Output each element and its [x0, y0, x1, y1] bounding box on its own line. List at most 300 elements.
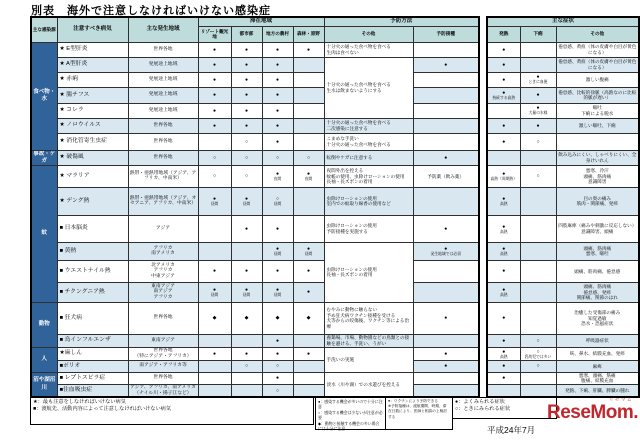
table-gap: [479, 72, 487, 87]
stay-cell: [293, 347, 324, 360]
header-stay-city: 都市部: [231, 26, 262, 42]
empty-cell: [487, 384, 520, 397]
marker-dot: ●: [306, 171, 311, 178]
symptom-cell: 四肢麻痺（痛みや刺激に反応しない） 意識障害、頭痛: [556, 215, 639, 242]
marker-note: 昼間: [304, 252, 313, 257]
region-cell: 熱帯・亜熱帯地域（アジア、アフリカ、中南米）: [128, 165, 198, 187]
table-gap: [479, 360, 487, 372]
region-cell: アフリカ 南アメリカ: [128, 242, 198, 260]
stay-cell: [231, 260, 262, 282]
symptom-cell: [520, 103, 556, 118]
marker-dot: ●: [306, 350, 311, 357]
empty-cell: [487, 150, 520, 165]
symptom-cell: [487, 360, 520, 372]
stay-cell: [198, 302, 231, 334]
disease-name: ■ チクングニア熱: [57, 282, 128, 302]
table-row: [31, 347, 639, 360]
stay-cell: [262, 282, 293, 302]
section-label: 事故・ケガ: [31, 150, 57, 165]
symptom-cell: [487, 242, 520, 260]
stay-cell: [262, 372, 293, 384]
stay-cell: [231, 118, 262, 133]
table-row: [31, 242, 639, 260]
stay-cell: [262, 384, 293, 397]
symptom-cell: 目の奥の痛み 筋肉・関節痛、発疹: [556, 187, 639, 215]
prevention-cell: 夜間外出を控える 蚊帳の使用、虫除けローションの使用 長袖・長ズボンの着用: [324, 165, 413, 187]
marker-dot: ●: [244, 350, 249, 357]
prevention-cell: 淡水（川や湖）での水遊びを控える: [324, 372, 413, 397]
table-gap: [479, 302, 487, 334]
legend-line: ○：感染する機会は少ないが注意が必要: [318, 409, 383, 421]
marker-dot: ●: [244, 196, 249, 203]
empty-cell: [198, 133, 231, 150]
stay-cell: [293, 260, 324, 282]
page-title: 別表 海外で注意しなければいけない感染症: [31, 5, 271, 17]
marker-note: 昼間: [242, 202, 251, 207]
disease-name: ★ A型肝炎: [57, 57, 128, 72]
stay-cell: [262, 347, 293, 360]
region-cell: 北アメリカ アフリカ 中東アジア: [128, 260, 198, 282]
section-label: 食べ物・水: [31, 42, 57, 150]
disease-name: ■ 日本脳炎: [57, 215, 128, 242]
empty-cell: [293, 360, 324, 372]
empty-cell: [293, 57, 324, 72]
disease-name: ★ 消化管寄生虫症: [57, 133, 128, 150]
empty-cell: [198, 242, 231, 260]
symptom-cell: 嘔吐 下痢による脱水: [556, 103, 639, 118]
marker-dot: ●: [244, 46, 249, 53]
marker-note: 昼間: [210, 202, 219, 207]
table-body: [31, 42, 639, 397]
vaccination-cell: [413, 150, 479, 165]
prevention-cell: 虫除けローションの使用 室内での蚊取り線香の使用など: [324, 187, 413, 215]
marker-dot: ●: [502, 122, 506, 129]
marker-dot: ●: [502, 46, 506, 53]
empty-cell: [520, 260, 556, 282]
stay-cell: [262, 302, 293, 334]
empty-cell: [198, 334, 231, 347]
legend-vaccine-note: [385, 397, 453, 430]
marker-dot: ●: [244, 92, 249, 98]
marker-dot: ●: [502, 76, 506, 83]
table-row: [31, 334, 639, 347]
empty-cell: [520, 302, 556, 334]
marker-dot: ●: [275, 268, 280, 275]
stay-cell: [231, 165, 262, 187]
header-symptom-diarrhea: 下痢: [520, 26, 556, 42]
stay-cell: [262, 165, 293, 187]
marker-note: 高熱: [499, 252, 508, 257]
marker-dot: ●: [502, 246, 506, 253]
marker-dot: ●: [536, 74, 540, 81]
prevention-cell: 十分火の通った食べ物を食べる 二次感染に注意する: [324, 118, 413, 133]
marker-note: ときに血便: [528, 80, 548, 85]
symptom-cell: [520, 334, 556, 347]
empty-cell: [413, 282, 479, 302]
marker-dot: ●: [275, 138, 280, 145]
marker-dot: ●: [275, 350, 280, 357]
table-row: [31, 215, 639, 242]
marker-note: 昼間: [273, 252, 282, 257]
marker-dot: ●: [444, 363, 448, 370]
marker-note: 夜間: [304, 177, 313, 182]
header-stay-group: 滞在地域: [198, 17, 324, 26]
symptom-cell: 倦怠感、比較的徐脈（高熱なのに比較的脈が遅い）: [556, 87, 639, 103]
empty-cell: [520, 372, 556, 384]
stay-cell: [262, 118, 293, 133]
disease-name: ■ポリオ: [57, 360, 128, 372]
empty-cell: [231, 384, 262, 397]
disease-name: ■ 黄熱: [57, 242, 128, 260]
legend-line: ★：最も注意をしなければいけない病気: [33, 399, 126, 405]
symptom-cell: 飲み込みにくい、しゃべりにくい、全身けいれん: [556, 150, 639, 165]
region-cell: アジア、アフリカ、南アメリカ（ナイル川・揚子江など）: [128, 384, 198, 397]
marker-note: 乳幼児では多い: [524, 354, 552, 359]
symptom-cell: [487, 165, 520, 187]
empty-cell: [413, 187, 479, 215]
table-row: [31, 302, 639, 334]
marker-dot: ●: [536, 122, 540, 129]
empty-cell: [520, 150, 556, 165]
stay-cell: [293, 282, 324, 302]
table-gap: [479, 17, 487, 42]
legend-line: ◆：動物と接触する機会の多い場合には十分に注意: [318, 420, 380, 432]
marker-dot: ●: [275, 46, 280, 53]
legend-symptom-marks: [452, 397, 557, 419]
stay-cell: [231, 187, 262, 215]
marker-dot: ●: [212, 268, 217, 275]
symptom-cell: [487, 282, 520, 302]
header-stay-rural: 地方の農村: [262, 26, 293, 42]
header-stay-forest: 森林・原野: [293, 26, 324, 42]
resemom-logo: [546, 398, 638, 423]
stay-cell: [231, 133, 262, 150]
region-cell: 世界各地: [128, 372, 198, 384]
table-gap: [479, 334, 487, 347]
table-gap: [479, 42, 487, 57]
stay-cell: [198, 87, 231, 103]
disease-name: ★ マラリア: [57, 165, 128, 187]
header-vaccination: 予防接種: [413, 26, 479, 42]
marker-dot: ●: [444, 61, 448, 68]
symptom-cell: [487, 72, 520, 87]
stay-cell: [231, 302, 262, 334]
symptom-cell: 悪寒、頭痛、筋痛 腹痛、結膜充血: [556, 372, 639, 384]
empty-cell: [413, 103, 479, 118]
symptom-cell: [487, 57, 520, 72]
empty-cell: [293, 187, 324, 215]
symptom-cell: [487, 118, 520, 133]
marker-dot: ○: [275, 387, 280, 394]
stay-cell: [293, 302, 324, 334]
region-cell: 世界各地: [128, 118, 198, 133]
table-row: [31, 42, 639, 57]
region-cell: 世界各地: [128, 42, 198, 57]
empty-cell: [413, 42, 479, 57]
symptom-cell: [487, 87, 520, 103]
symptom-cell: 呼吸器症状: [556, 334, 639, 347]
region-cell: 発展途上地域: [128, 72, 198, 87]
stay-cell: [262, 150, 293, 165]
marker-dot: ●: [502, 287, 506, 294]
stay-cell: [231, 360, 262, 372]
marker-dot: ◆: [275, 315, 280, 322]
empty-cell: [413, 87, 479, 103]
prevention-cell: 虫除けローションの使用 予防接種を実施する: [324, 215, 413, 242]
marker-dot: ●: [444, 350, 448, 357]
header-group-row: [31, 17, 639, 26]
prevention-cell: 転倒やケガに注意する: [324, 150, 413, 165]
table-gap: [479, 384, 487, 397]
logo-text: ReseMom.: [546, 401, 638, 423]
disease-name: ■ 鳥インフルエンザ: [57, 334, 128, 347]
table-gap: [479, 347, 487, 360]
stay-cell: [231, 72, 262, 87]
empty-cell: [293, 372, 324, 384]
marker-dot: ●: [244, 76, 249, 83]
legend-disease-marks: [30, 397, 314, 425]
empty-cell: [293, 133, 324, 150]
vaccination-cell: [413, 347, 479, 360]
marker-dot: ●: [275, 225, 280, 232]
region-cell: 東南アジア: [128, 334, 198, 347]
marker-dot: ●: [306, 246, 311, 253]
marker-dot: ●: [444, 246, 448, 253]
marker-dot: ●: [244, 268, 249, 275]
marker-dot: ◆: [244, 315, 249, 322]
disease-name: ★ 赤痢: [57, 72, 128, 87]
header-prevention-group: 予防方法: [324, 17, 479, 26]
disease-name: ★麻しん: [57, 347, 128, 360]
marker-note: 高熱: [499, 354, 508, 359]
symptom-cell: 倦怠感、黄疸（体の皮膚や白目が黄色になる）: [556, 57, 639, 72]
marker-dot: ●: [244, 225, 249, 232]
marker-dot: ●: [502, 171, 506, 178]
stay-cell: [262, 133, 293, 150]
empty-cell: [413, 260, 479, 282]
symptom-cell: 頭痛、筋肉痛 悪寒、嘔吐: [556, 242, 639, 260]
marker-note: 昼間: [210, 293, 219, 298]
disease-name: ■ ウエストナイル熱: [57, 260, 128, 282]
empty-cell: [413, 384, 479, 397]
marker-dot: ●: [502, 315, 506, 322]
stay-cell: [262, 215, 293, 242]
disease-name: ★ E型肝炎: [57, 42, 128, 57]
marker-dot: ◆: [306, 315, 311, 322]
stay-cell: [231, 150, 262, 165]
stay-cell: [198, 57, 231, 72]
marker-note: 高熱（周期熱）: [490, 177, 518, 182]
stay-cell: [262, 72, 293, 87]
marker-dot: ●: [275, 375, 280, 382]
table-gap: [479, 103, 487, 118]
table-row: [31, 187, 639, 215]
marker-note: 昼間: [242, 293, 251, 298]
section-label: 蚊: [31, 165, 57, 302]
region-cell: 世界各地: [128, 133, 198, 150]
marker-dot: ●: [502, 89, 506, 96]
stay-cell: [231, 42, 262, 57]
region-cell: アジア: [128, 215, 198, 242]
table-gap: [479, 282, 487, 302]
table-gap: [479, 260, 487, 282]
symptom-cell: [520, 72, 556, 87]
region-cell: 発展途上地域: [128, 87, 198, 103]
stay-cell: [262, 187, 293, 215]
region-cell: 世界各地: [128, 302, 198, 334]
symptom-cell: [487, 334, 520, 347]
marker-dot: ●: [212, 196, 217, 203]
table-gap: [479, 242, 487, 260]
stay-cell: [198, 103, 231, 118]
header-symptom-group: 主な症状: [487, 17, 639, 26]
table-row: [31, 165, 639, 187]
marker-dot: ○: [536, 337, 540, 344]
marker-dot: ○: [536, 173, 540, 180]
stay-cell: [231, 347, 262, 360]
marker-dot: ●: [275, 287, 280, 294]
marker-note: 昼間: [273, 202, 282, 207]
symptom-cell: 治癒した受傷部の痛み 知覚過敏 恐水・恐風症状: [556, 302, 639, 334]
stay-cell: [262, 260, 293, 282]
legend-line: ●：よくみられる症状: [455, 399, 505, 405]
marker-dot: ●: [306, 289, 311, 296]
marker-dot: ●: [444, 154, 448, 161]
marker-dot: ●: [502, 337, 506, 344]
prevention-cell: むやみに動物に触らない 予め狂犬病ワクチン接種を受ける 犬等からの咬傷後、ワクチン等による治療: [324, 302, 413, 334]
empty-cell: [293, 215, 324, 242]
marker-dot: ○: [244, 363, 249, 370]
stay-cell: [198, 187, 231, 215]
marker-dot: ●: [244, 107, 249, 114]
empty-cell: [520, 242, 556, 260]
symptom-cell: [520, 87, 556, 103]
marker-note: 大量の水様: [528, 111, 548, 116]
disease-name: ■ 狂犬病: [57, 302, 128, 334]
table-gap: [479, 215, 487, 242]
stay-cell: [262, 57, 293, 72]
empty-cell: [520, 57, 556, 72]
symptom-cell: 悪寒、冷汗 頭痛、筋肉痛 意識障害: [556, 165, 639, 187]
empty-cell: [231, 372, 262, 384]
marker-note: 夜間: [273, 177, 282, 182]
legend-line: ●：感染する機会が多いので十分に注意: [318, 399, 383, 410]
symptom-cell: 頭痛、筋肉痛 倦怠感、発疹 関節痛、関節のはれ: [556, 282, 639, 302]
symptom-cell: [487, 215, 520, 242]
legend-line: ■：渡航先、活動内容によって注意しなければいけない病気: [33, 406, 172, 413]
marker-dot: ●: [212, 76, 217, 83]
stay-cell: [231, 103, 262, 118]
table-gap: [479, 150, 487, 165]
marker-dot: ●: [212, 350, 217, 357]
table-gap: [479, 165, 487, 187]
prevention-cell: 虫除けローションの使用 長袖・長ズボンの着用: [324, 242, 413, 302]
header-source: 主な感染源: [31, 17, 57, 42]
empty-cell: [198, 372, 231, 384]
marker-dot: ○: [244, 138, 249, 145]
marker-dot: ●: [275, 92, 280, 98]
stay-cell: [262, 360, 293, 372]
symptom-cell: [487, 133, 520, 150]
stay-cell: [198, 42, 231, 57]
legend-line: ●：ワクチンにより予防できる: [388, 399, 438, 403]
marker-dot: ○: [275, 154, 280, 161]
empty-cell: [198, 384, 231, 397]
empty-cell: [556, 133, 639, 150]
symptom-cell: 麻痺: [556, 360, 639, 372]
empty-cell: [487, 103, 520, 118]
symptom-cell: [487, 42, 520, 57]
marker-dot: ○: [306, 154, 311, 161]
prevention-cell: 養鶏場、市場、動物園などの鳥類との接触を避ける、手洗い、うがい: [324, 334, 413, 347]
marker-dot: ●: [502, 268, 506, 275]
date-label: 平成24年7月: [487, 425, 536, 435]
marker-dot: ●: [244, 287, 249, 294]
symptom-cell: [520, 133, 556, 150]
vaccination-cell: 予防薬（飲み薬）: [413, 165, 479, 187]
empty-cell: [413, 334, 479, 347]
marker-dot: ●: [502, 61, 506, 68]
symptom-cell: [487, 187, 520, 215]
disease-name: ★ 破傷風: [57, 150, 128, 165]
marker-dot: ●: [444, 315, 448, 322]
legend-infection-marks: [315, 397, 386, 430]
table-header: [31, 17, 639, 42]
disease-name: ★ コレラ: [57, 103, 128, 118]
empty-cell: [413, 372, 479, 384]
marker-dot: ○: [536, 363, 540, 370]
marker-dot: ○: [244, 173, 249, 180]
marker-dot: ●: [275, 337, 280, 344]
marker-dot: ●: [502, 223, 506, 230]
prevention-cell: 十分火の通った食べ物を食べる 生肉は食べない: [324, 42, 413, 57]
header-symptom-fever: 発熱: [487, 26, 520, 42]
marker-dot: ●: [306, 268, 311, 275]
header-stay-resort: リゾート観光地: [198, 26, 231, 42]
disease-name: ★ デング熱: [57, 187, 128, 215]
disease-name: ★ 腸チフス: [57, 87, 128, 103]
empty-cell: [520, 282, 556, 302]
marker-dot: ●: [275, 107, 280, 114]
symptom-cell: [520, 360, 556, 372]
vaccination-cell: [413, 215, 479, 242]
region-cell: 東南アジア 南アジア アフリカ: [128, 282, 198, 302]
marker-dot: ○: [536, 348, 540, 355]
empty-cell: [231, 334, 262, 347]
marker-dot: ●: [275, 122, 280, 129]
marker-note: 昼間: [273, 293, 282, 298]
empty-cell: [293, 334, 324, 347]
header-prevention-other: その他: [324, 26, 413, 42]
marker-dot: ●: [536, 92, 540, 98]
stay-cell: [293, 242, 324, 260]
symptom-cell: 頭痛、筋肉痛、倦怠感: [556, 260, 639, 282]
marker-note: 持続する高熱: [492, 95, 516, 100]
legend-line: ○：ときにみられる症状: [455, 406, 511, 413]
table-gap: [479, 57, 487, 72]
marker-note: 発生地域では必須: [430, 252, 461, 257]
stay-cell: [262, 87, 293, 103]
marker-dot: ●: [275, 171, 280, 178]
marker-dot: ●: [306, 46, 311, 53]
stay-cell: [231, 87, 262, 103]
empty-cell: [413, 133, 479, 150]
symptom-cell: [487, 372, 520, 384]
disease-name: ■ レプトスピラ症: [57, 372, 128, 384]
vaccination-cell: [413, 360, 479, 372]
marker-dot: ●: [536, 105, 540, 112]
region-cell: 南アジア・アフリカ等: [128, 360, 198, 372]
